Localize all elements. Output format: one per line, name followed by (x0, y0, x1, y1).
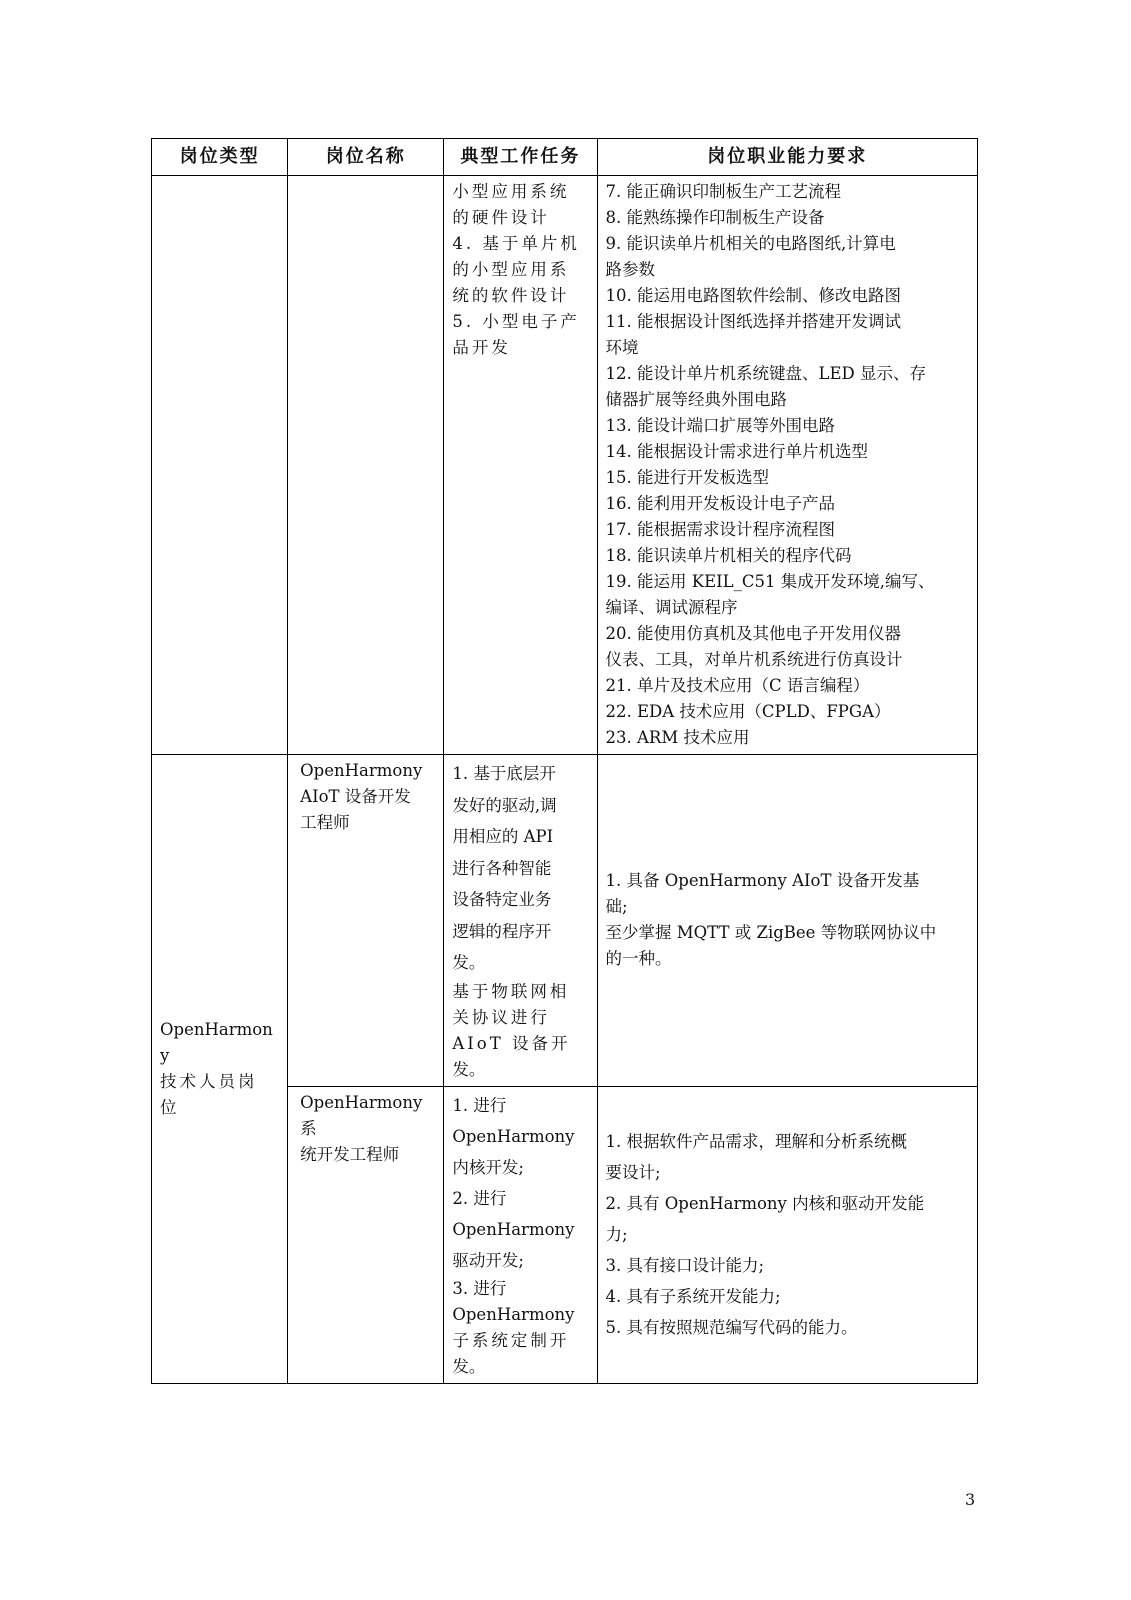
cell-tasks (444, 755, 597, 1087)
task-line: 统的软件设计 (452, 286, 570, 305)
page-number: 3 (965, 1490, 976, 1509)
task-line: 发。 (452, 953, 486, 972)
cell-tasks (444, 176, 597, 755)
table-row (152, 176, 978, 755)
header-name: 岗位名称 (288, 139, 444, 176)
cell-requirements (597, 1086, 977, 1383)
task-line: OpenHarmony (452, 1304, 575, 1324)
requirement-line: 17. 能根据需求设计程序流程图 (605, 520, 836, 539)
task-line: 逻辑的程序开 (452, 921, 552, 941)
requirement-line: 15. 能进行开发板选型 (605, 468, 770, 487)
task-line: 小型应用系统 (452, 182, 570, 201)
task-line: 3. 进行 (452, 1278, 507, 1298)
header-row (152, 139, 978, 176)
requirement-line: 环境 (605, 338, 639, 357)
requirement-line: 12. 能设计单片机系统键盘、LED 显示、存 (605, 364, 926, 383)
requirement-line: 10. 能运用电路图软件绘制、修改电路图 (605, 286, 902, 305)
task-line: 内核开发; (452, 1157, 524, 1177)
requirement-line: 的一种。 (605, 949, 672, 969)
requirement-line: 至少掌握 MQTT 或 ZigBee 等物联网协议中 (605, 923, 937, 943)
task-line: 的硬件设计 (452, 208, 550, 227)
task-line: 基于物联网相 (452, 981, 570, 1001)
requirement-line: 19. 能运用 KEIL_C51 集成开发环境,编写、 (605, 572, 935, 591)
task-line: 驱动开发; (452, 1250, 524, 1270)
requirement-line: 11. 能根据设计图纸选择并搭建开发调试 (605, 312, 902, 331)
requirement-line: 8. 能熟练操作印制板生产设备 (605, 208, 825, 227)
cell-tasks (444, 1086, 597, 1383)
table-row (152, 755, 978, 1087)
requirement-line: 要设计; (605, 1163, 661, 1182)
task-line: 关协议进行 (452, 1007, 550, 1027)
task-line: 发。 (452, 1356, 486, 1376)
cell-name (288, 1086, 444, 1383)
requirement-line: 9. 能识读单片机相关的电路图纸,计算电 (605, 234, 896, 253)
requirement-line: 18. 能识读单片机相关的程序代码 (605, 546, 852, 565)
type-line: 技术人员岗 (160, 1071, 258, 1091)
name-line: 统开发工程师 (300, 1144, 400, 1164)
requirement-line: 23. ARM 技术应用 (605, 728, 750, 747)
header-type: 岗位类型 (152, 139, 288, 176)
requirement-line: 2. 具有 OpenHarmony 内核和驱动开发能 (605, 1194, 925, 1213)
position-table (151, 138, 978, 1384)
cell-type-openharmony (152, 755, 288, 1384)
requirement-line: 7. 能正确识印制板生产工艺流程 (605, 182, 842, 201)
requirement-line: 22. EDA 技术应用（CPLD、FPGA） (605, 702, 891, 721)
requirement-line: 14. 能根据设计需求进行单片机选型 (605, 442, 869, 461)
task-line: 发好的驱动,调 (452, 795, 557, 815)
task-line: 1. 基于底层开 (452, 764, 556, 783)
task-line: 4. 基于单片机 (452, 234, 580, 253)
name-line: AIoT 设备开发 (300, 787, 411, 806)
requirement-line: 21. 单片及技术应用（C 语言编程） (605, 676, 870, 695)
header-requirements: 岗位职业能力要求 (597, 139, 977, 176)
requirement-line: 13. 能设计端口扩展等外围电路 (605, 416, 836, 435)
requirement-line: 力; (605, 1225, 628, 1244)
cell-type (152, 176, 288, 755)
requirement-line: 3. 具有接口设计能力; (605, 1256, 765, 1275)
task-line: 的小型应用系 (452, 260, 570, 279)
task-line: 设备特定业务 (452, 890, 552, 909)
name-line: OpenHarmony 系 (300, 1092, 423, 1138)
header-tasks: 典型工作任务 (444, 139, 597, 176)
requirement-line: 5. 具有按照规范编写代码的能力。 (605, 1318, 858, 1337)
task-line: OpenHarmony (452, 1126, 575, 1146)
requirement-line: 4. 具有子系统开发能力; (605, 1287, 781, 1306)
requirement-line: 编译、调试源程序 (605, 598, 738, 617)
requirement-line: 20. 能使用仿真机及其他电子开发用仪器 (605, 624, 902, 643)
requirement-line: 16. 能利用开发板设计电子产品 (605, 494, 836, 513)
task-line: 1. 进行 (452, 1095, 507, 1115)
task-line: OpenHarmony (452, 1219, 575, 1239)
task-line: 发。 (452, 1059, 486, 1079)
cell-name (288, 755, 444, 1087)
requirement-line: 储器扩展等经典外围电路 (605, 390, 788, 409)
task-line: 用相应的 API (452, 827, 554, 846)
cell-requirements (597, 176, 977, 755)
task-line: 2. 进行 (452, 1188, 507, 1208)
type-line: OpenHarmony (160, 1019, 273, 1065)
name-line: OpenHarmony (300, 761, 423, 780)
task-line: 进行各种智能 (452, 858, 552, 878)
name-line: 工程师 (300, 813, 350, 832)
requirement-line: 础; (605, 897, 628, 917)
requirement-line: 路参数 (605, 260, 656, 279)
task-line: 子系统定制开 (452, 1330, 570, 1350)
cell-requirements (597, 755, 977, 1087)
requirement-line: 1. 根据软件产品需求，理解和分析系统概 (605, 1132, 908, 1151)
task-line: 5. 小型电子产 (452, 312, 580, 331)
task-line: AIoT 设备开 (452, 1033, 571, 1053)
requirement-line: 1. 具备 OpenHarmony AIoT 设备开发基 (605, 871, 920, 891)
requirement-line: 仪表、工具，对单片机系统进行仿真设计 (605, 650, 903, 669)
cell-name (288, 176, 444, 755)
type-line: 位 (160, 1097, 177, 1117)
task-line: 品开发 (452, 338, 511, 357)
